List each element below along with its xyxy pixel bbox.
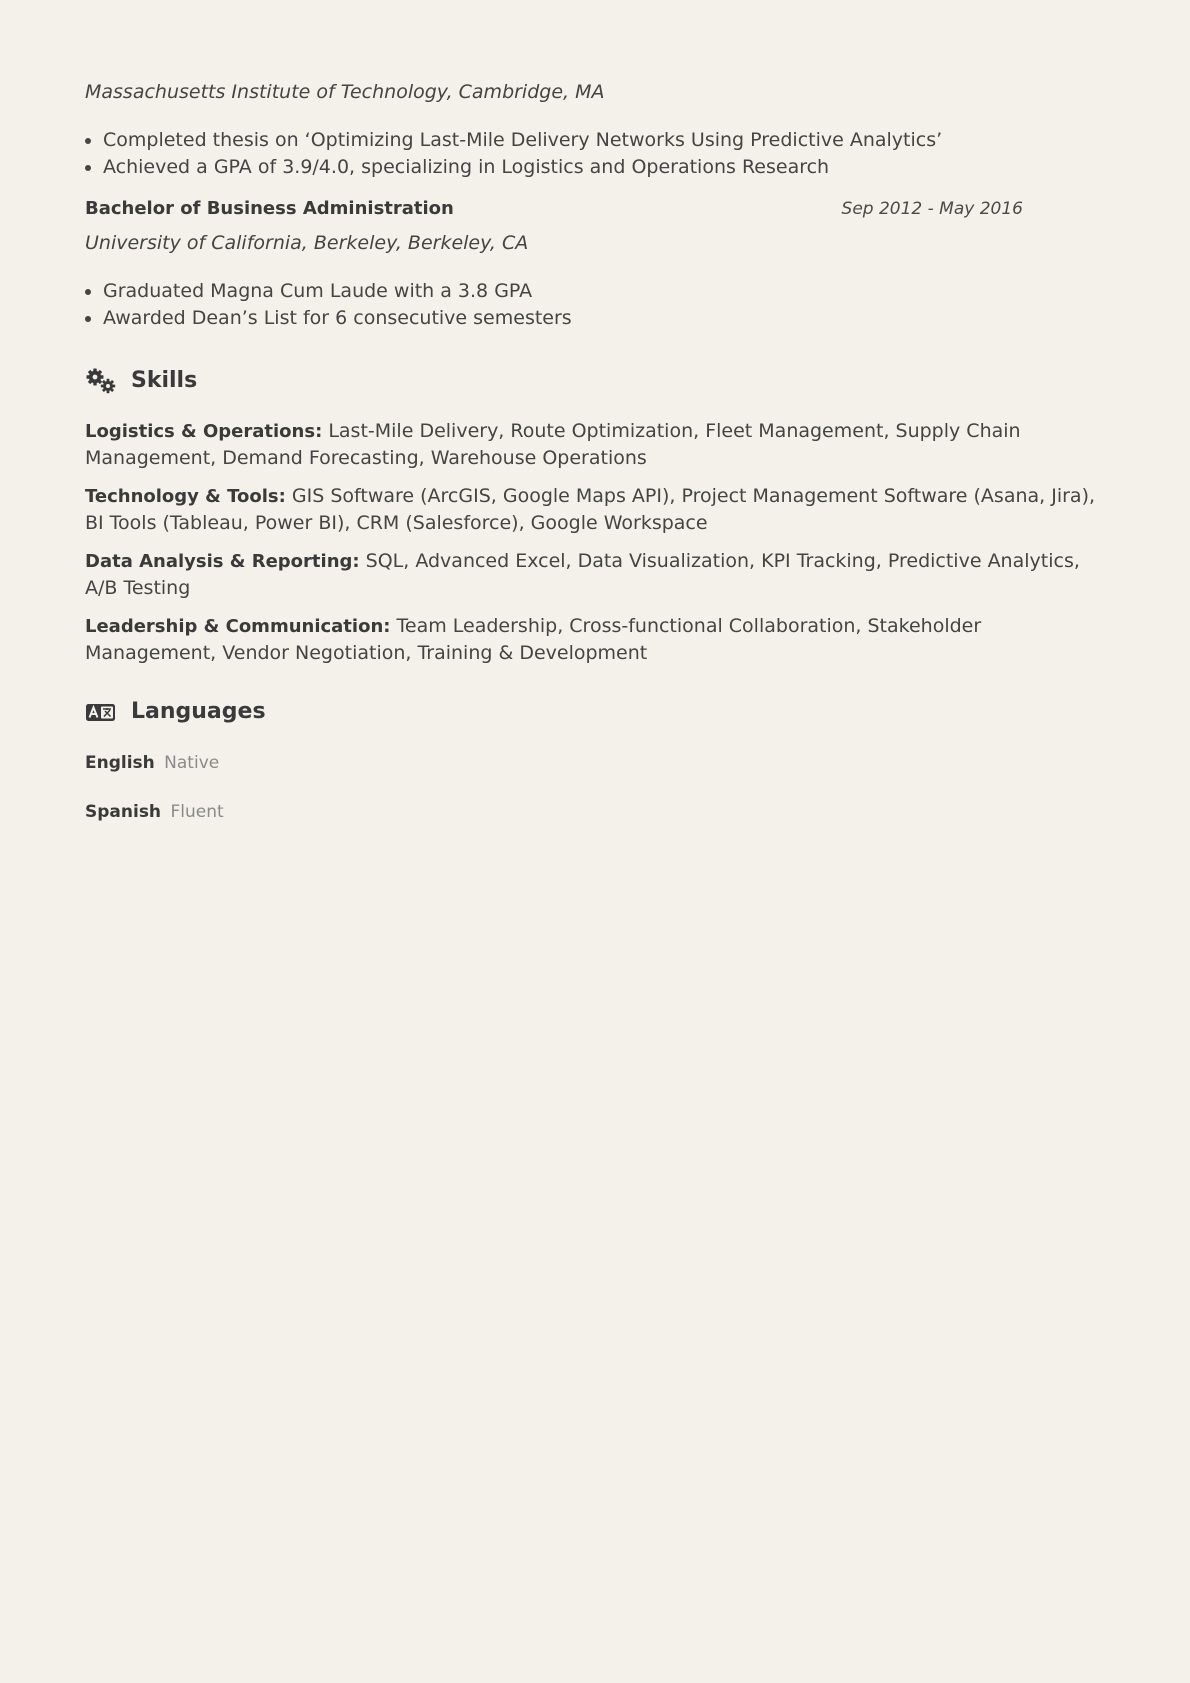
skills-heading	[85, 364, 197, 398]
institution-name: Massachusetts Institute of Technology, Cambridge, MA	[85, 81, 605, 103]
languages-heading	[85, 695, 266, 729]
institution-name: University of California, Berkeley, Berkeley, CA	[85, 232, 529, 254]
skill-value: Team Leadership, Cross-functional Collaboration, Stakeholder Management, Vendor Negotiation, Training & Development	[85, 615, 982, 664]
list-item: • Achieved a GPA of 3.9/4.0, specializing in Logistics and Operations Research	[103, 154, 942, 181]
language-icon	[85, 699, 117, 725]
degree-title: Bachelor of Business Administration	[85, 198, 454, 219]
gears-icon	[85, 368, 117, 394]
skill-value: GIS Software (ArcGIS, Google Maps API), Project Management Software (Asana, Jira), BI Tools (Tableau, Power BI), CRM (Salesforce), Google Workspace	[85, 485, 1096, 534]
skill-label: Leadership & Communication:	[85, 616, 391, 637]
language-name: English	[85, 753, 155, 773]
language-level: Native	[164, 753, 220, 773]
achievement-list	[85, 127, 942, 181]
skill-label: Technology & Tools:	[85, 486, 286, 507]
skill-value: SQL, Advanced Excel, Data Visualization, KPI Tracking, Predictive Analytics, A/B Testing	[85, 550, 1080, 599]
list-item: • Completed thesis on ‘Optimizing Last-Mile Delivery Networks Using Predictive Analytics’	[103, 127, 942, 154]
skill-label: Data Analysis & Reporting:	[85, 551, 360, 572]
skill-group	[85, 613, 1105, 667]
language-name: Spanish	[85, 802, 162, 822]
language-level: Fluent	[170, 802, 224, 822]
skill-group	[85, 548, 1105, 602]
list-item: • Graduated Magna Cum Laude with a 3.8 GPA	[103, 278, 572, 305]
section-title: Languages	[131, 699, 266, 724]
skill-value: Last-Mile Delivery, Route Optimization, Fleet Management, Supply Chain Management, Demand Forecasting, Warehouse Operations	[85, 420, 1021, 469]
section-title: Skills	[131, 368, 198, 393]
achievement-list	[85, 278, 572, 332]
skill-label: Logistics & Operations:	[85, 421, 323, 442]
degree-row	[85, 196, 1023, 222]
language-item	[85, 751, 219, 775]
language-item	[85, 800, 224, 824]
list-item: • Awarded Dean’s List for 6 consecutive semesters	[103, 305, 572, 332]
skill-group	[85, 483, 1105, 537]
date-range: Sep 2012 - May 2016	[841, 199, 1023, 219]
skill-group	[85, 418, 1105, 472]
